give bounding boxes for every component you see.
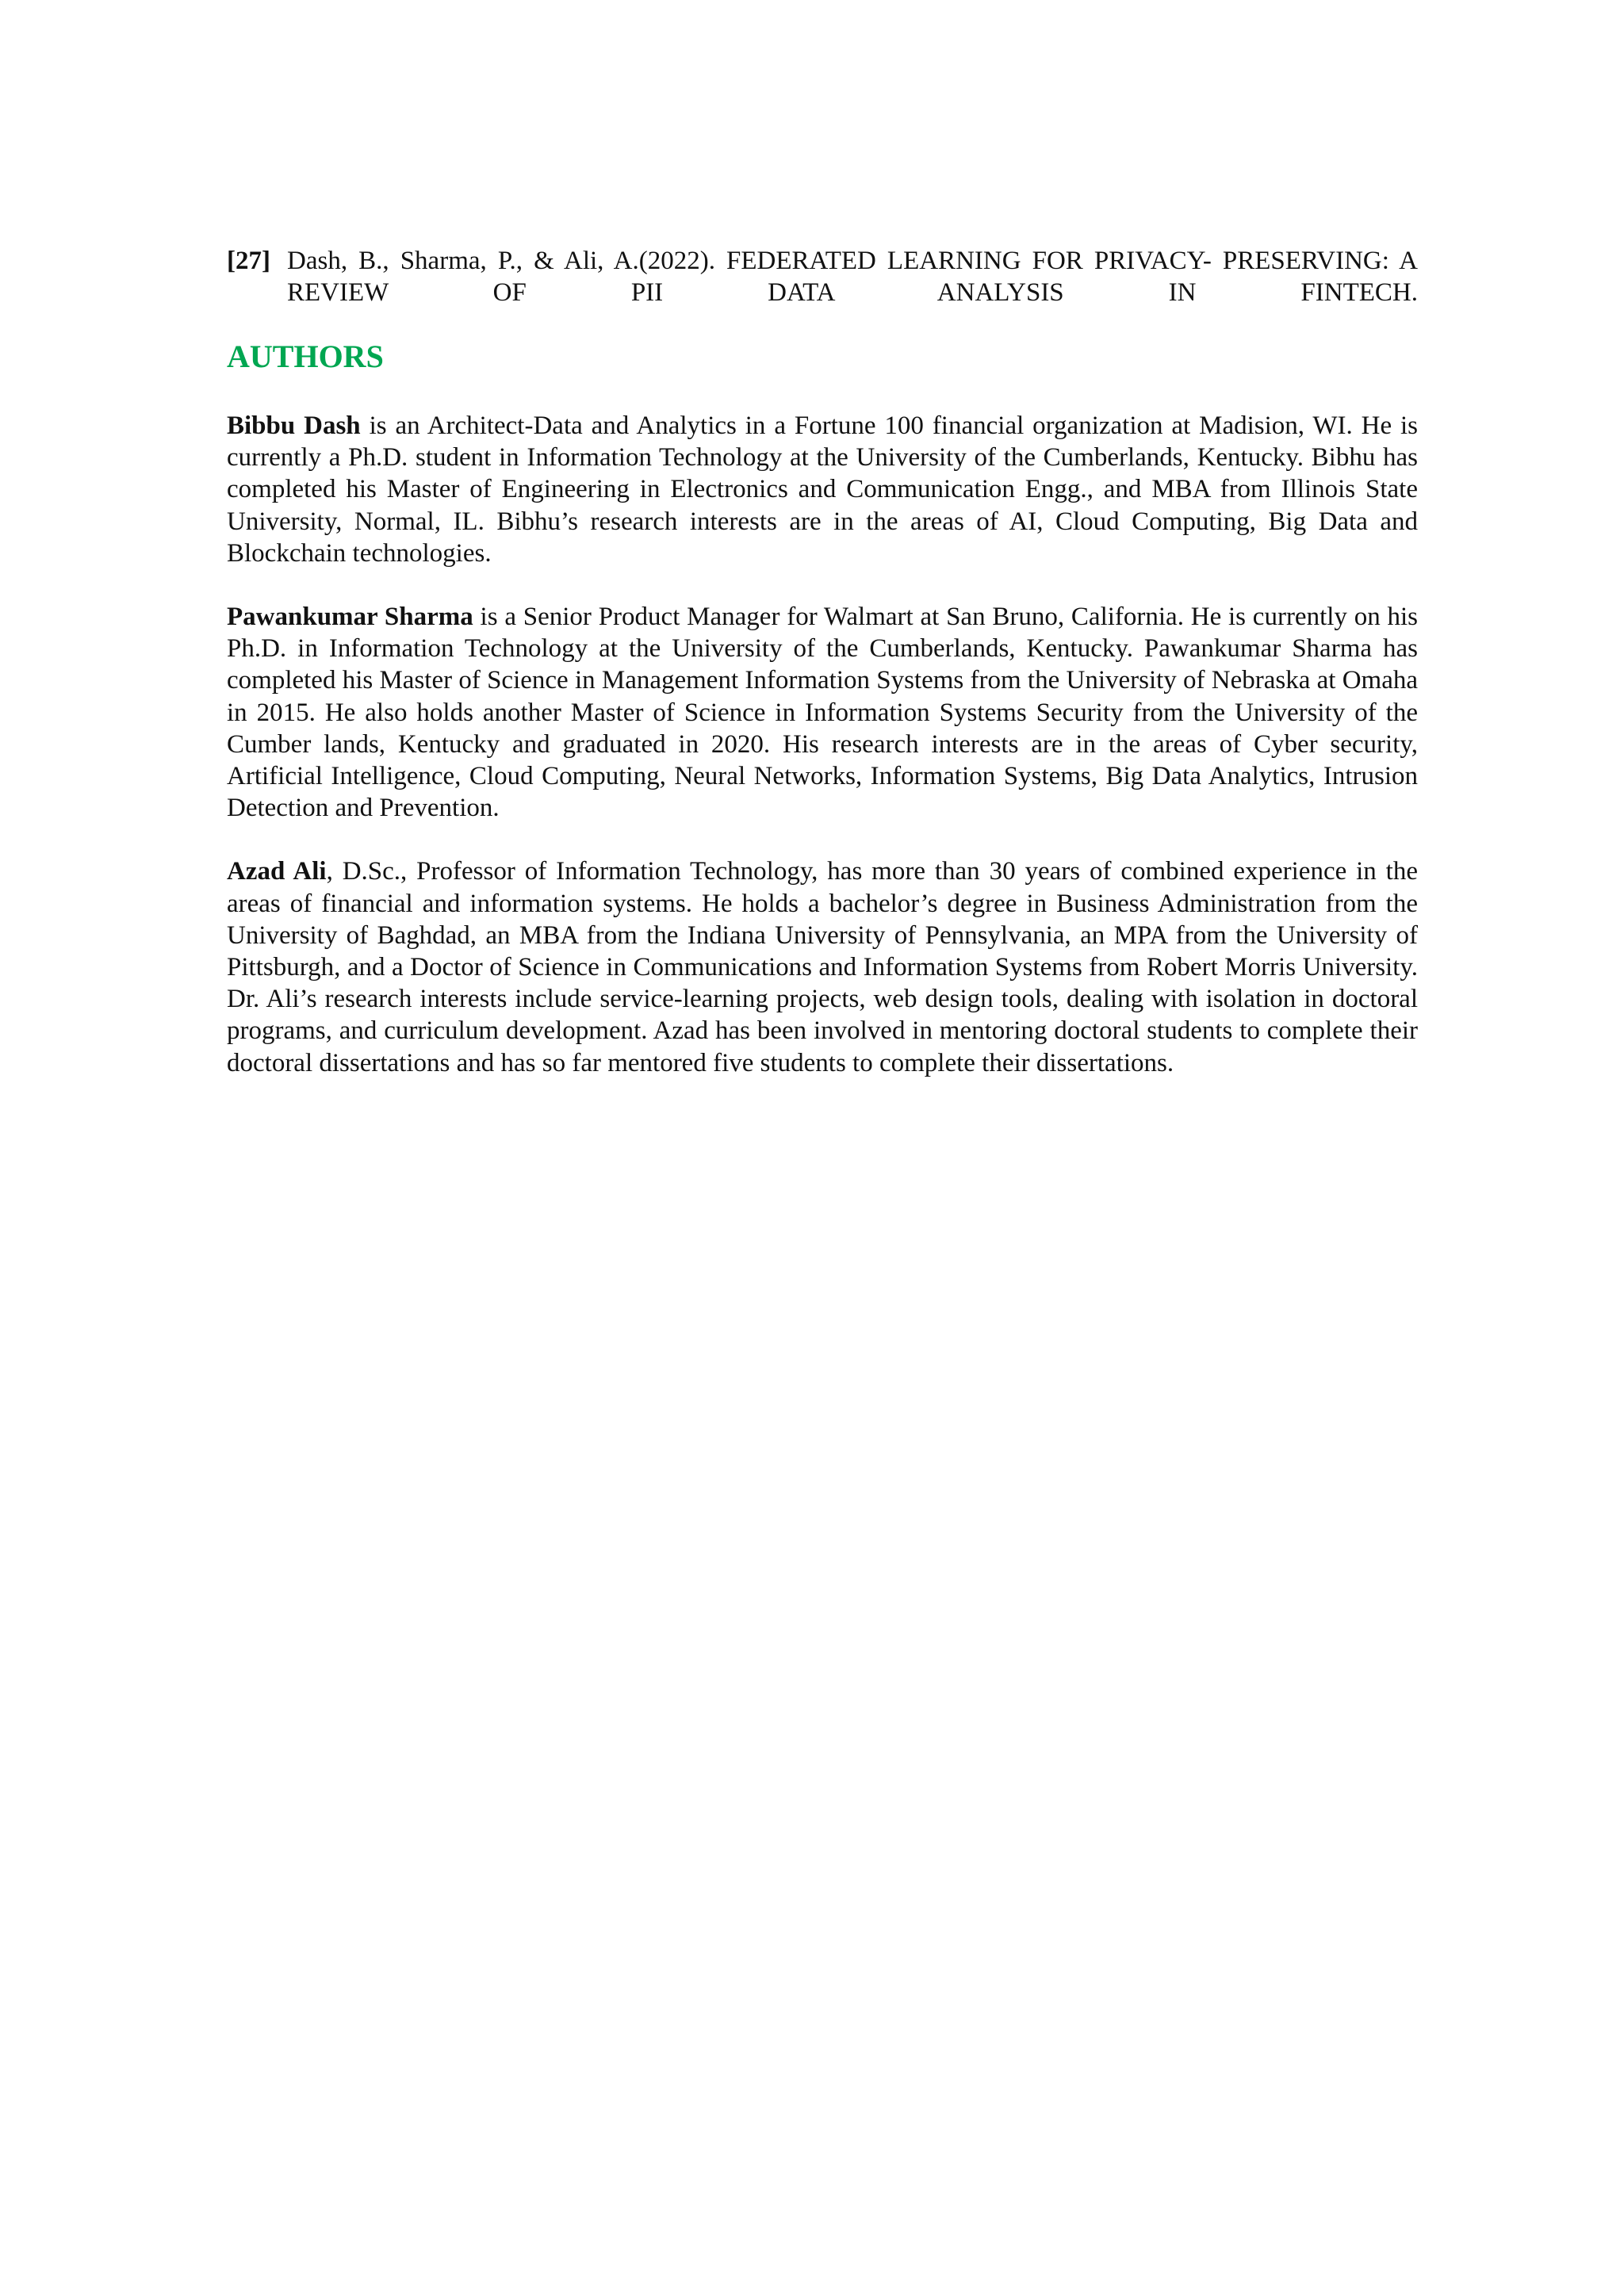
author-name: Azad Ali [227, 857, 327, 886]
author-bio-text: , D.Sc., Professor of Information Technology, has more than 30 years of combined experience in the areas of financial and information systems. He holds a bachelor’s degree in Business Administration from the University of Baghdad, an MBA from the Indiana University of Pennsylvania, an MPA from the University of Pittsburgh, and a Doctor of Science in Communications and Information Systems from Robert Morris University. Dr. Ali’s research interests include service-learning projects, web design tools, dealing with isolation in doctoral programs, and curriculum development. Azad has been involved in mentoring doctoral students to complete their doctoral dissertations and has so far mentored five students to complete their dissertations. [227, 857, 1419, 1077]
author-bio-text: is an Architect-Data and Analytics in a Fortune 100 financial organization at Madision, WI. He is currently a Ph.D. student in Information Technology at the University of the Cumberlands, Kentucky. Bibhu has completed his Master of Engineering in Electronics and Communication Engg., and MBA from Illinois State University, Normal, IL. Bibhu’s research interests are in the areas of AI, Cloud Computing, Big Data and Blockchain technologies. [227, 411, 1419, 568]
reference-number: [27] [227, 247, 270, 275]
author-bio-dash [227, 410, 1418, 569]
reference-entry [227, 245, 1418, 308]
authors-heading: AUTHORS [227, 339, 384, 374]
author-bio-text: is a Senior Product Manager for Walmart at San Bruno, California. He is currently on his Ph.D. in Information Technology at the University of the Cumberlands, Kentucky. Pawankumar Sharma has completed his Master of Science in Management Information Systems from the University of Nebraska at Omaha in 2015. He also holds another Master of Science in Information Systems Security from the University of the Cumber lands, Kentucky and graduated in 2020. His research interests are in the areas of Cyber security, Artificial Intelligence, Cloud Computing, Neural Networks, Information Systems, Big Data Analytics, Intrusion Detection and Prevention. [227, 603, 1419, 823]
author-name: Bibbu Dash [227, 411, 361, 440]
author-bio-sharma [227, 601, 1418, 824]
author-name: Pawankumar Sharma [227, 603, 473, 632]
author-bio-ali [227, 855, 1418, 1078]
page-content [227, 245, 1418, 1079]
reference-text: Dash, B., Sharma, P., & Ali, A.(2022). FEDERATED LEARNING FOR PRIVACY- PRESERVING: A REVIEW OF PII DATA ANALYSIS IN FINTECH. [287, 247, 1418, 307]
